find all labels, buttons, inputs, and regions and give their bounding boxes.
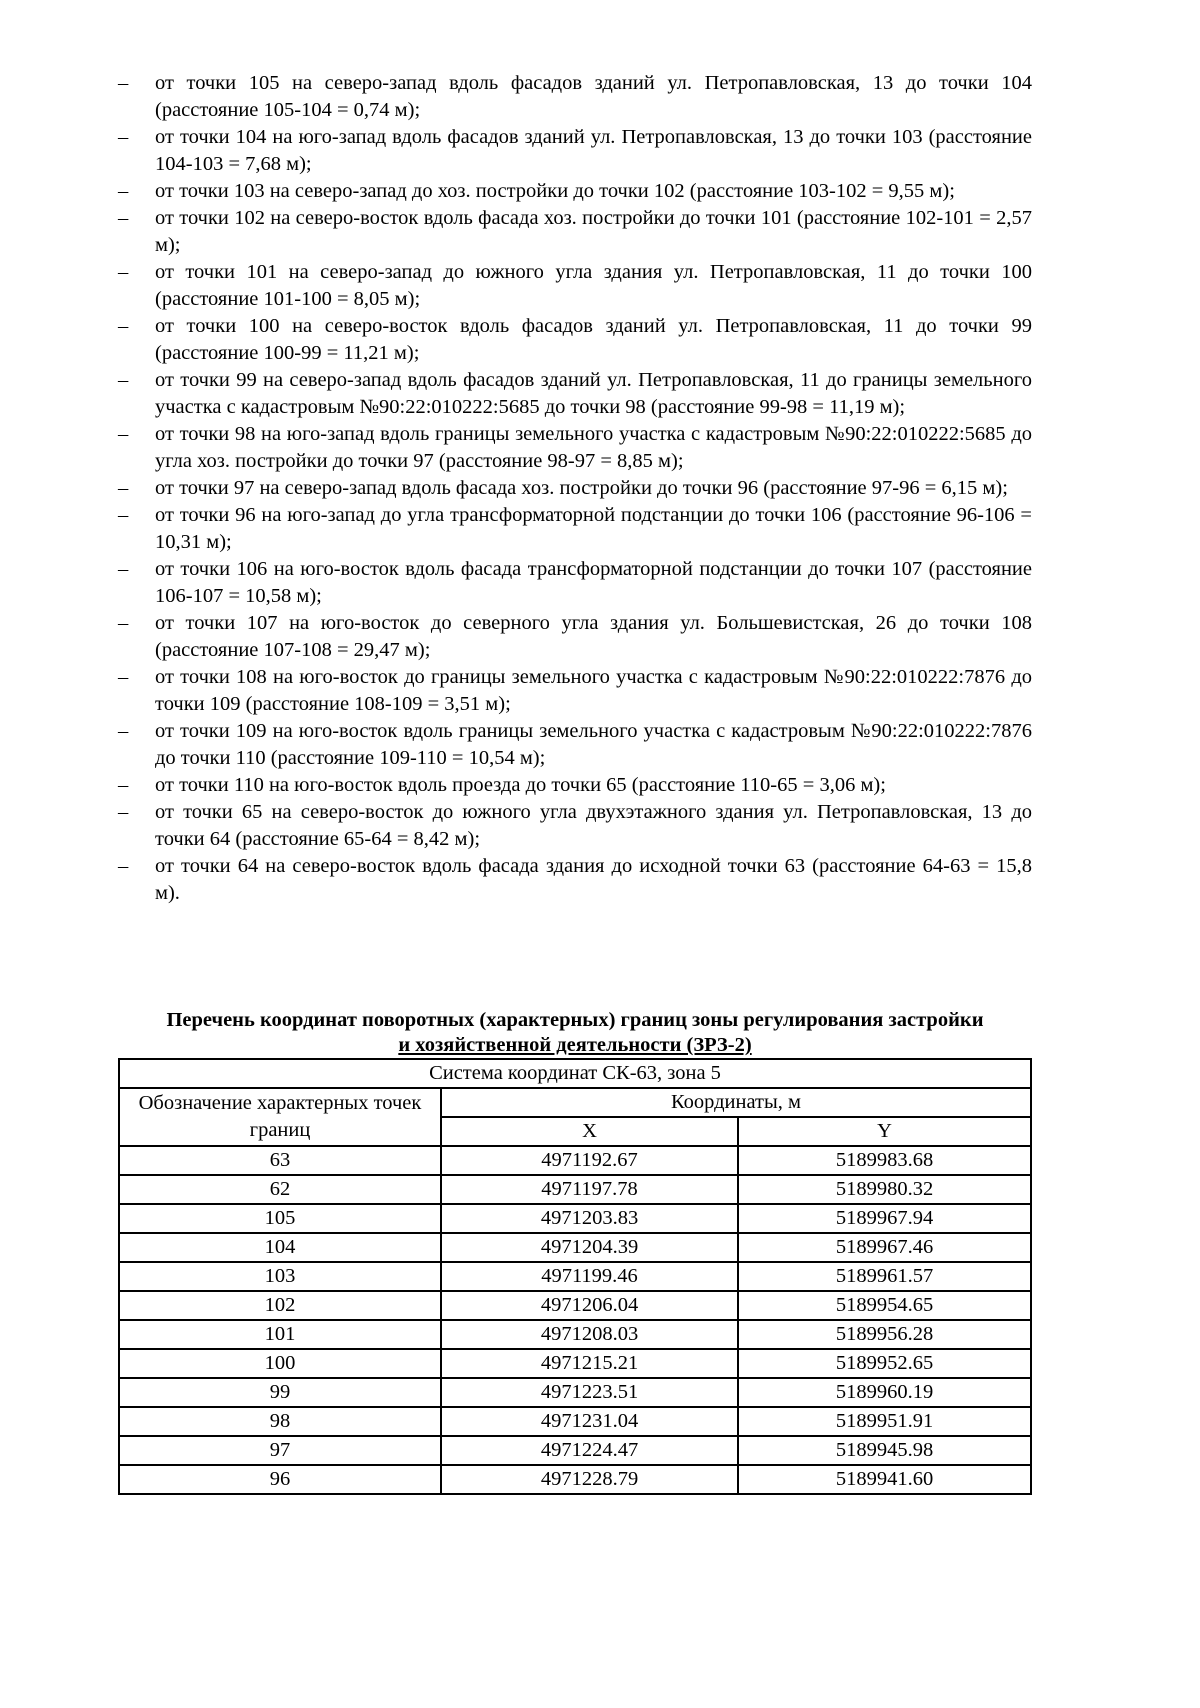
- list-item-text: от точки 100 на северо-восток вдоль фасадов зданий ул. Петропавловская, 11 до точки 99 (расстояние 100-99 = 11,21 м);: [155, 315, 1032, 364]
- list-item-text: от точки 108 на юго-восток до границы земельного участка с кадастровым №90:22:010222:7876 до точки 109 (расстояние 108-109 = 3,51 м);: [155, 666, 1032, 715]
- table-row: [119, 1320, 1031, 1349]
- dash-bullet: –: [118, 180, 129, 202]
- dash-bullet: –: [118, 369, 129, 391]
- cell-x: 4971231.04: [441, 1407, 738, 1436]
- table-row: [119, 1407, 1031, 1436]
- title-line-2: и хозяйственной деятельности (ЗРЗ-2): [398, 1034, 752, 1056]
- list-item: [118, 475, 1032, 502]
- cell-point: 99: [119, 1378, 441, 1407]
- cell-x: 4971206.04: [441, 1291, 738, 1320]
- dash-bullet: –: [118, 720, 129, 742]
- list-item: [118, 610, 1032, 664]
- dash-bullet: –: [118, 423, 129, 445]
- list-item-text: от точки 96 на юго-запад до угла трансформаторной подстанции до точки 106 (расстояние 96-106 = 10,31 м);: [155, 504, 1032, 553]
- coordinate-system-header: Система координат СК-63, зона 5: [119, 1059, 1031, 1088]
- cell-x: 4971197.78: [441, 1175, 738, 1204]
- table-row: [119, 1233, 1031, 1262]
- table-row: [119, 1262, 1031, 1291]
- list-item-text: от точки 101 на северо-запад до южного угла здания ул. Петропавловская, 11 до точки 100 (расстояние 101-100 = 8,05 м);: [155, 261, 1032, 310]
- cell-point: 101: [119, 1320, 441, 1349]
- table-row: [119, 1436, 1031, 1465]
- table-row: [119, 1291, 1031, 1320]
- list-item: [118, 718, 1032, 772]
- list-item-text: от точки 65 на северо-восток до южного угла двухэтажного здания ул. Петропавловская, 13 до точки 64 (расстояние 65-64 = 8,42 м);: [155, 801, 1032, 850]
- list-item-text: от точки 64 на северо-восток вдоль фасада здания до исходной точки 63 (расстояние 64-63 = 15,8 м).: [155, 855, 1032, 904]
- cell-point: 62: [119, 1175, 441, 1204]
- y-column-header: Y: [738, 1117, 1031, 1146]
- point-column-header: Обозначение характерных точек границ: [119, 1088, 441, 1146]
- list-item: [118, 772, 1032, 799]
- list-item-text: от точки 109 на юго-восток вдоль границы земельного участка с кадастровым №90:22:010222:7876 до точки 110 (расстояние 109-110 = 10,54 м);: [155, 720, 1032, 769]
- list-item: [118, 259, 1032, 313]
- cell-point: 104: [119, 1233, 441, 1262]
- section-title: [118, 1008, 1032, 1058]
- cell-x: 4971199.46: [441, 1262, 738, 1291]
- cell-x: 4971204.39: [441, 1233, 738, 1262]
- dash-bullet: –: [118, 315, 129, 337]
- cell-x: 4971215.21: [441, 1349, 738, 1378]
- dash-bullet: –: [118, 801, 129, 823]
- list-item-text: от точки 110 на юго-восток вдоль проезда до точки 65 (расстояние 110-65 = 3,06 м);: [155, 774, 886, 796]
- dash-bullet: –: [118, 207, 129, 229]
- list-item: [118, 799, 1032, 853]
- cell-x: 4971228.79: [441, 1465, 738, 1494]
- cell-point: 103: [119, 1262, 441, 1291]
- table-row: [119, 1146, 1031, 1175]
- dash-bullet: –: [118, 477, 129, 499]
- cell-y: 5189941.60: [738, 1465, 1031, 1494]
- list-item: [118, 205, 1032, 259]
- dash-bullet: –: [118, 558, 129, 580]
- table-row: [119, 1378, 1031, 1407]
- list-item: [118, 124, 1032, 178]
- list-item: [118, 70, 1032, 124]
- title-line-1: Перечень координат поворотных (характерных) границ зоны регулирования застройки: [166, 1009, 984, 1031]
- list-item: [118, 178, 1032, 205]
- list-item-text: от точки 104 на юго-запад вдоль фасадов зданий ул. Петропавловская, 13 до точки 103 (расстояние 104-103 = 7,68 м);: [155, 126, 1032, 175]
- cell-x: 4971224.47: [441, 1436, 738, 1465]
- coordinates-table: [118, 1058, 1032, 1495]
- cell-y: 5189980.32: [738, 1175, 1031, 1204]
- list-item: [118, 853, 1032, 907]
- dash-bullet: –: [118, 774, 129, 796]
- cell-y: 5189945.98: [738, 1436, 1031, 1465]
- list-item-text: от точки 105 на северо-запад вдоль фасадов зданий ул. Петропавловская, 13 до точки 104 (расстояние 105-104 = 0,74 м);: [155, 72, 1032, 121]
- dash-bullet: –: [118, 126, 129, 148]
- list-item-text: от точки 99 на северо-запад вдоль фасадов зданий ул. Петропавловская, 11 до границы земельного участка с кадастровым №90:22:010222:5685 до точки 98 (расстояние 99-98 = 11,19 м);: [155, 369, 1032, 418]
- list-item: [118, 313, 1032, 367]
- table-row: [119, 1204, 1031, 1233]
- table-row: [119, 1175, 1031, 1204]
- list-item-text: от точки 103 на северо-запад до хоз. постройки до точки 102 (расстояние 103-102 = 9,55 м);: [155, 180, 955, 202]
- list-item-text: от точки 107 на юго-восток до северного угла здания ул. Большевистская, 26 до точки 108 (расстояние 107-108 = 29,47 м);: [155, 612, 1032, 661]
- list-item-text: от точки 106 на юго-восток вдоль фасада трансформаторной подстанции до точки 107 (расстояние 106-107 = 10,58 м);: [155, 558, 1032, 607]
- cell-y: 5189960.19: [738, 1378, 1031, 1407]
- table-row: [119, 1349, 1031, 1378]
- list-item: [118, 421, 1032, 475]
- cell-x: 4971208.03: [441, 1320, 738, 1349]
- cell-y: 5189956.28: [738, 1320, 1031, 1349]
- cell-x: 4971192.67: [441, 1146, 738, 1175]
- cell-point: 97: [119, 1436, 441, 1465]
- list-item: [118, 556, 1032, 610]
- list-item-text: от точки 98 на юго-запад вдоль границы земельного участка с кадастровым №90:22:010222:5685 до угла хоз. постройки до точки 97 (расстояние 98-97 = 8,85 м);: [155, 423, 1032, 472]
- cell-y: 5189951.91: [738, 1407, 1031, 1436]
- cell-y: 5189983.68: [738, 1146, 1031, 1175]
- dash-bullet: –: [118, 855, 129, 877]
- dash-bullet: –: [118, 666, 129, 688]
- cell-y: 5189952.65: [738, 1349, 1031, 1378]
- list-item: [118, 367, 1032, 421]
- cell-y: 5189967.46: [738, 1233, 1031, 1262]
- coordinates-column-header: Координаты, м: [441, 1088, 1031, 1117]
- boundary-description-list: [118, 70, 1032, 907]
- cell-point: 102: [119, 1291, 441, 1320]
- cell-y: 5189961.57: [738, 1262, 1031, 1291]
- dash-bullet: –: [118, 261, 129, 283]
- cell-y: 5189967.94: [738, 1204, 1031, 1233]
- cell-x: 4971203.83: [441, 1204, 738, 1233]
- cell-point: 96: [119, 1465, 441, 1494]
- dash-bullet: –: [118, 504, 129, 526]
- cell-point: 63: [119, 1146, 441, 1175]
- cell-point: 100: [119, 1349, 441, 1378]
- list-item: [118, 502, 1032, 556]
- list-item-text: от точки 102 на северо-восток вдоль фасада хоз. постройки до точки 101 (расстояние 102-101 = 2,57 м);: [155, 207, 1032, 256]
- cell-y: 5189954.65: [738, 1291, 1031, 1320]
- list-item-text: от точки 97 на северо-запад вдоль фасада хоз. постройки до точки 96 (расстояние 97-96 = 6,15 м);: [155, 477, 1008, 499]
- table-row: [119, 1465, 1031, 1494]
- dash-bullet: –: [118, 612, 129, 634]
- list-item: [118, 664, 1032, 718]
- x-column-header: X: [441, 1117, 738, 1146]
- cell-x: 4971223.51: [441, 1378, 738, 1407]
- cell-point: 105: [119, 1204, 441, 1233]
- cell-point: 98: [119, 1407, 441, 1436]
- dash-bullet: –: [118, 72, 129, 94]
